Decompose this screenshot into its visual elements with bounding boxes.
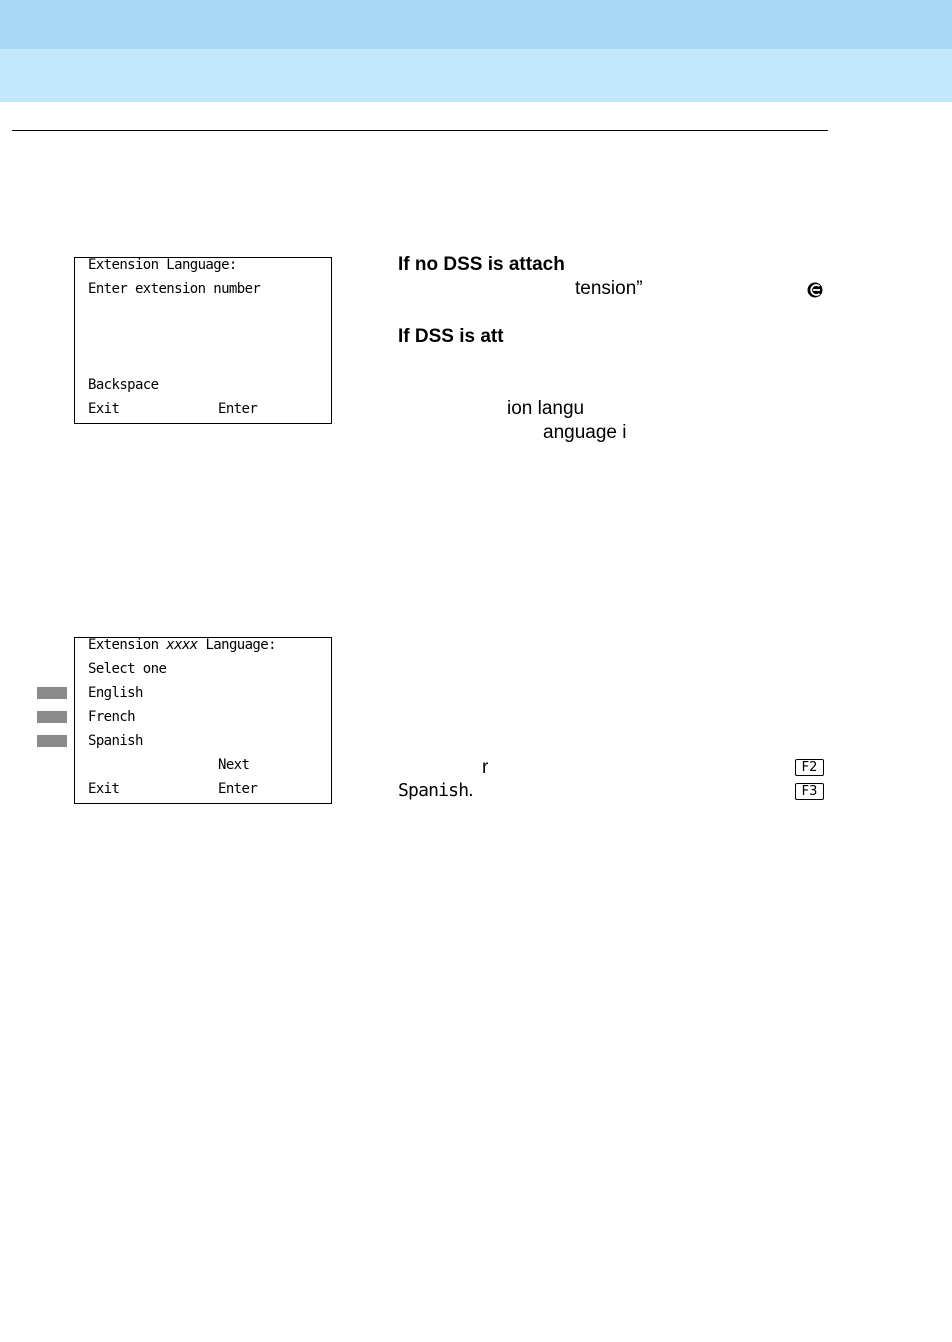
softkey-english[interactable]	[37, 687, 67, 699]
title-suffix: Language:	[197, 637, 276, 653]
spanish-period: .	[468, 780, 474, 801]
language-select-screen	[74, 637, 332, 804]
option-english[interactable]: English	[88, 685, 143, 701]
header-band-bottom	[0, 49, 952, 102]
title-prefix: Extension	[88, 637, 167, 653]
f2-key: F2	[795, 759, 824, 776]
header-band-top	[0, 0, 952, 49]
softkey-french[interactable]	[37, 711, 67, 723]
header-rule	[12, 130, 828, 131]
spanish-label: Spanish	[398, 780, 469, 801]
enter-button[interactable]: Enter	[218, 781, 258, 797]
select-r-text: r	[482, 757, 489, 778]
no-dss-heading: If no DSS is attach	[398, 254, 565, 275]
extension-placeholder: xxxx	[166, 637, 198, 653]
next-button[interactable]: Next	[218, 757, 250, 773]
extension-language-screen	[74, 257, 332, 424]
instruction-line-a: ion langu	[507, 398, 585, 419]
softkey-spanish[interactable]	[37, 735, 67, 747]
backspace-button[interactable]: Backspace	[88, 377, 159, 393]
option-french[interactable]: French	[88, 709, 135, 725]
exit-button[interactable]: Exit	[88, 781, 120, 797]
return-arrow-icon	[807, 282, 823, 298]
screen-prompt: Enter extension number	[88, 281, 261, 297]
dss-heading: If DSS is att	[398, 326, 504, 347]
screen-title	[88, 636, 276, 654]
exit-button[interactable]: Exit	[88, 401, 120, 417]
spanish-instruction	[398, 780, 474, 802]
screen-title: Extension Language:	[88, 257, 237, 273]
no-dss-text: tension”	[575, 278, 643, 299]
instruction-line-b: anguage i	[543, 422, 627, 443]
option-spanish[interactable]: Spanish	[88, 733, 143, 749]
f3-key: F3	[795, 783, 824, 800]
enter-button[interactable]: Enter	[218, 401, 258, 417]
screen-prompt: Select one	[88, 661, 167, 677]
